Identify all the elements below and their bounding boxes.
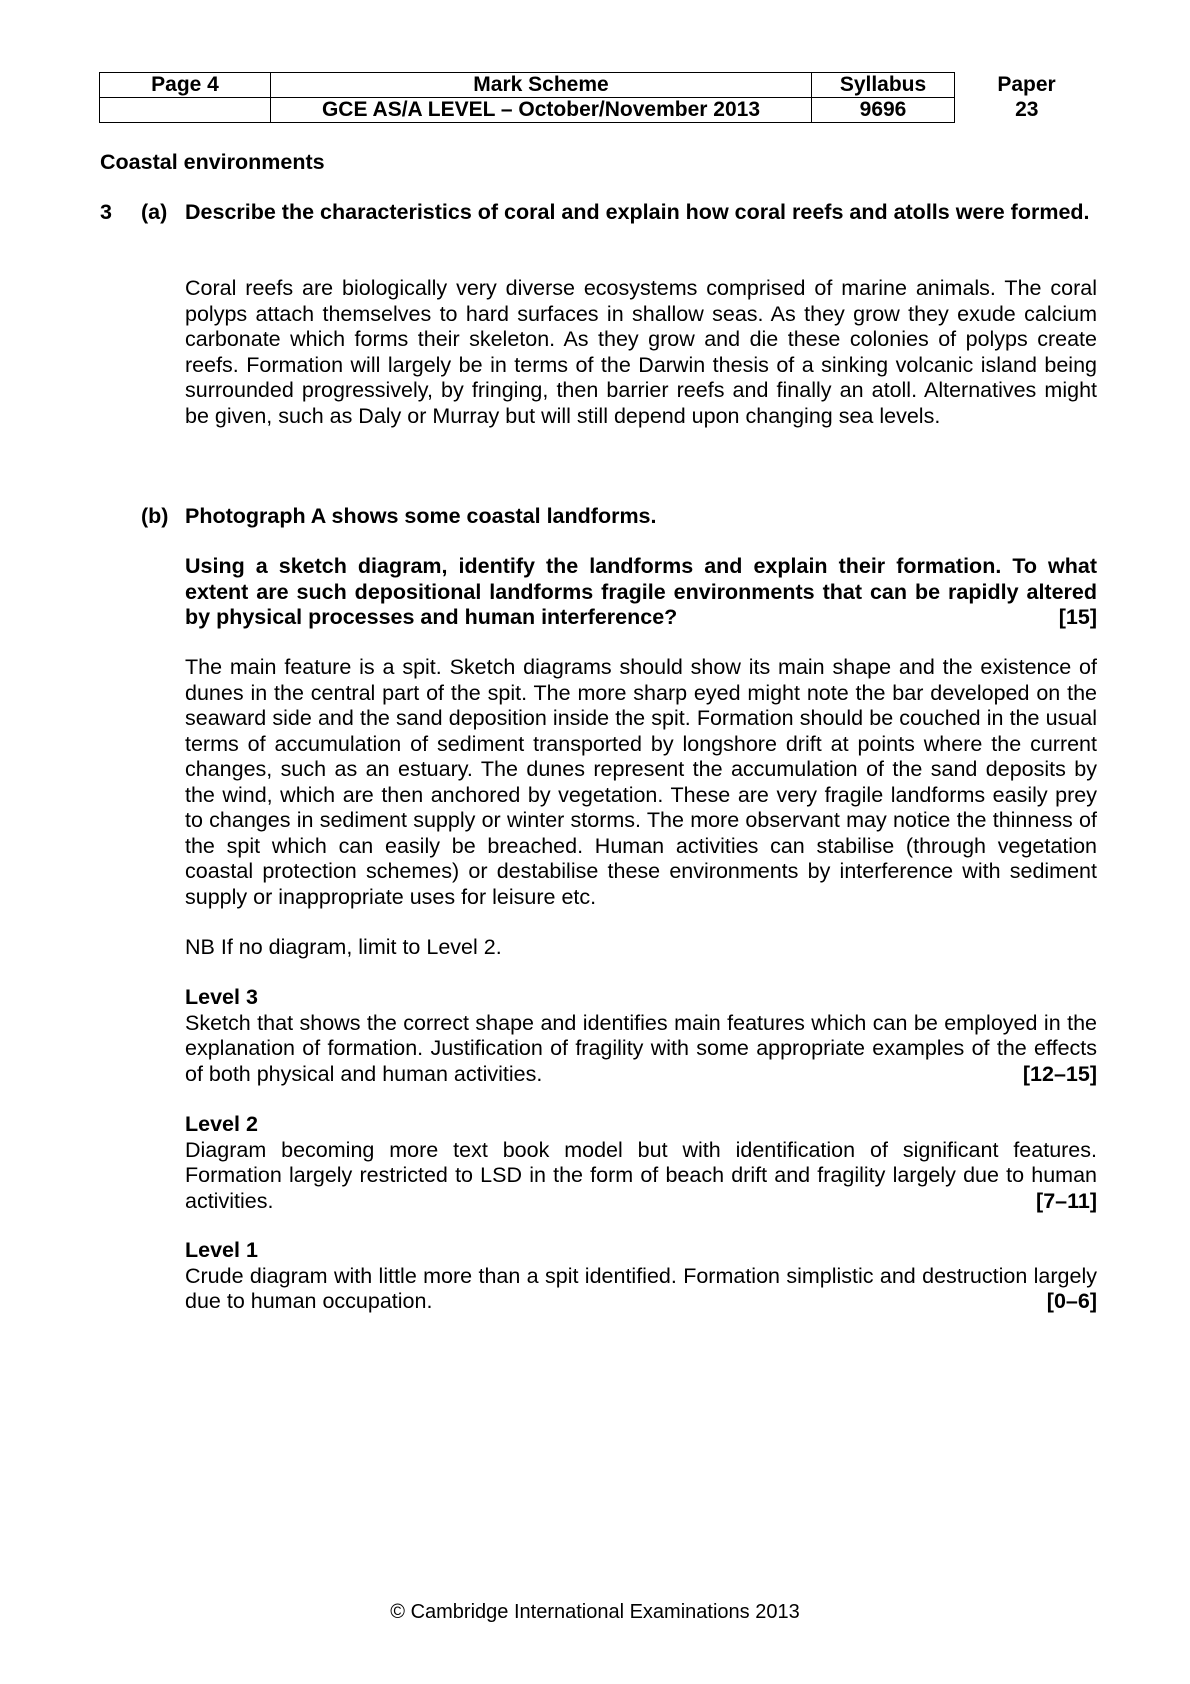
level-1-text (185, 1264, 1097, 1315)
level-3-title: Level 3 (185, 985, 258, 1009)
level-2-title: Level 2 (185, 1112, 258, 1136)
level-2 (185, 1112, 1097, 1214)
part-b-mark: [15] (1058, 605, 1097, 629)
note: NB If no diagram, limit to Level 2. (185, 935, 502, 959)
level-2-description: Diagram becoming more text book model but with identification of significant features. Formation largely restricted to LSD in the form of beach drift and fragility largely due to human activities. (185, 1137, 1097, 1213)
level-2-mark: [7–11] (1036, 1188, 1097, 1213)
doc-type: Mark Scheme (271, 73, 812, 98)
level-3-text (185, 1011, 1097, 1088)
level-3-mark: [12–15] (1022, 1061, 1097, 1086)
syllabus-code: 9696 (812, 98, 955, 123)
part-b-label: (b) (141, 504, 169, 528)
level-1 (185, 1238, 1097, 1315)
part-b-answer: The main feature is a spit. Sketch diagrams should show its main shape and the existence of dunes in the central part of the spit. The more sharp eyed might note the bar developed on the seaward side and the sand deposition inside the spit. Formation should be couched in the usual terms of accumulation of sediment transported by longshore drift at points where the current changes, such as an estuary. The dunes represent the accumulation of the sand deposits by the wind, which are then anchored by vegetation. These are very fragile landforms easily prey to changes in sediment supply or winter storms. The more observant may notice the thinness of the spit which can easily be breached. Human activities can stabilise (through vegetation coastal protection schemes) or destabilise these environments by interference with sediment supply or inappropriate uses for leisure etc. (185, 655, 1097, 909)
part-a-answer: Coral reefs are biologically very diverse ecosystems comprised of marine animals. The coral polyps attach themselves to hard surfaces in shallow seas. As they grow they exude calcium carbonate which forms their skeleton. As they grow and die these colonies of polyps create reefs. Formation will largely be in terms of the Darwin thesis of a sinking volcanic island being surrounded progressively, by fringing, then barrier reefs and finally an atoll. Alternatives might be given, such as Daly or Murray but will still depend upon changing sea levels. (185, 276, 1097, 428)
syllabus-label: Syllabus (812, 73, 955, 98)
level-3-description: Sketch that shows the correct shape and identifies main features which can be employed in the explanation of formation. Justification of fragility with some appropriate examples of the effects of both physical and human activities. (185, 1010, 1097, 1086)
header-row-1 (100, 73, 1099, 98)
level-3 (185, 985, 1097, 1087)
header-row-2 (100, 98, 1099, 123)
paper-number: 23 (1015, 98, 1039, 121)
empty-cell (100, 98, 271, 123)
part-a-prompt: Describe the characteristics of coral and explain how coral reefs and atolls were formed. (185, 200, 1090, 224)
paper-label: Paper (997, 73, 1056, 96)
footer-copyright: © Cambridge International Examinations 2013 (390, 1601, 800, 1623)
level-1-mark: [0–6] (1046, 1289, 1097, 1313)
part-b-prompt-1: Photograph A shows some coastal landforms. (185, 504, 657, 528)
exam-title: GCE AS/A LEVEL – October/November 2013 (271, 98, 812, 123)
page-label: Page 4 (100, 73, 271, 98)
level-1-title: Level 1 (185, 1238, 258, 1262)
part-a-label: (a) (141, 200, 168, 224)
level-1-description: Crude diagram with little more than a spit identified. Formation simplistic and destruction largely due to human occupation. (185, 1263, 1097, 1313)
level-2-text (185, 1138, 1097, 1215)
part-b-prompt-2-text: Using a sketch diagram, identify the landforms and explain their formation. To what extent are such depositional landforms fragile environments that can be rapidly altered by physical processes and human interference? (185, 554, 1097, 629)
part-b-prompt-2 (185, 554, 1097, 631)
question-number: 3 (100, 200, 112, 224)
header-table (99, 72, 1099, 123)
section-title: Coastal environments (100, 150, 325, 174)
